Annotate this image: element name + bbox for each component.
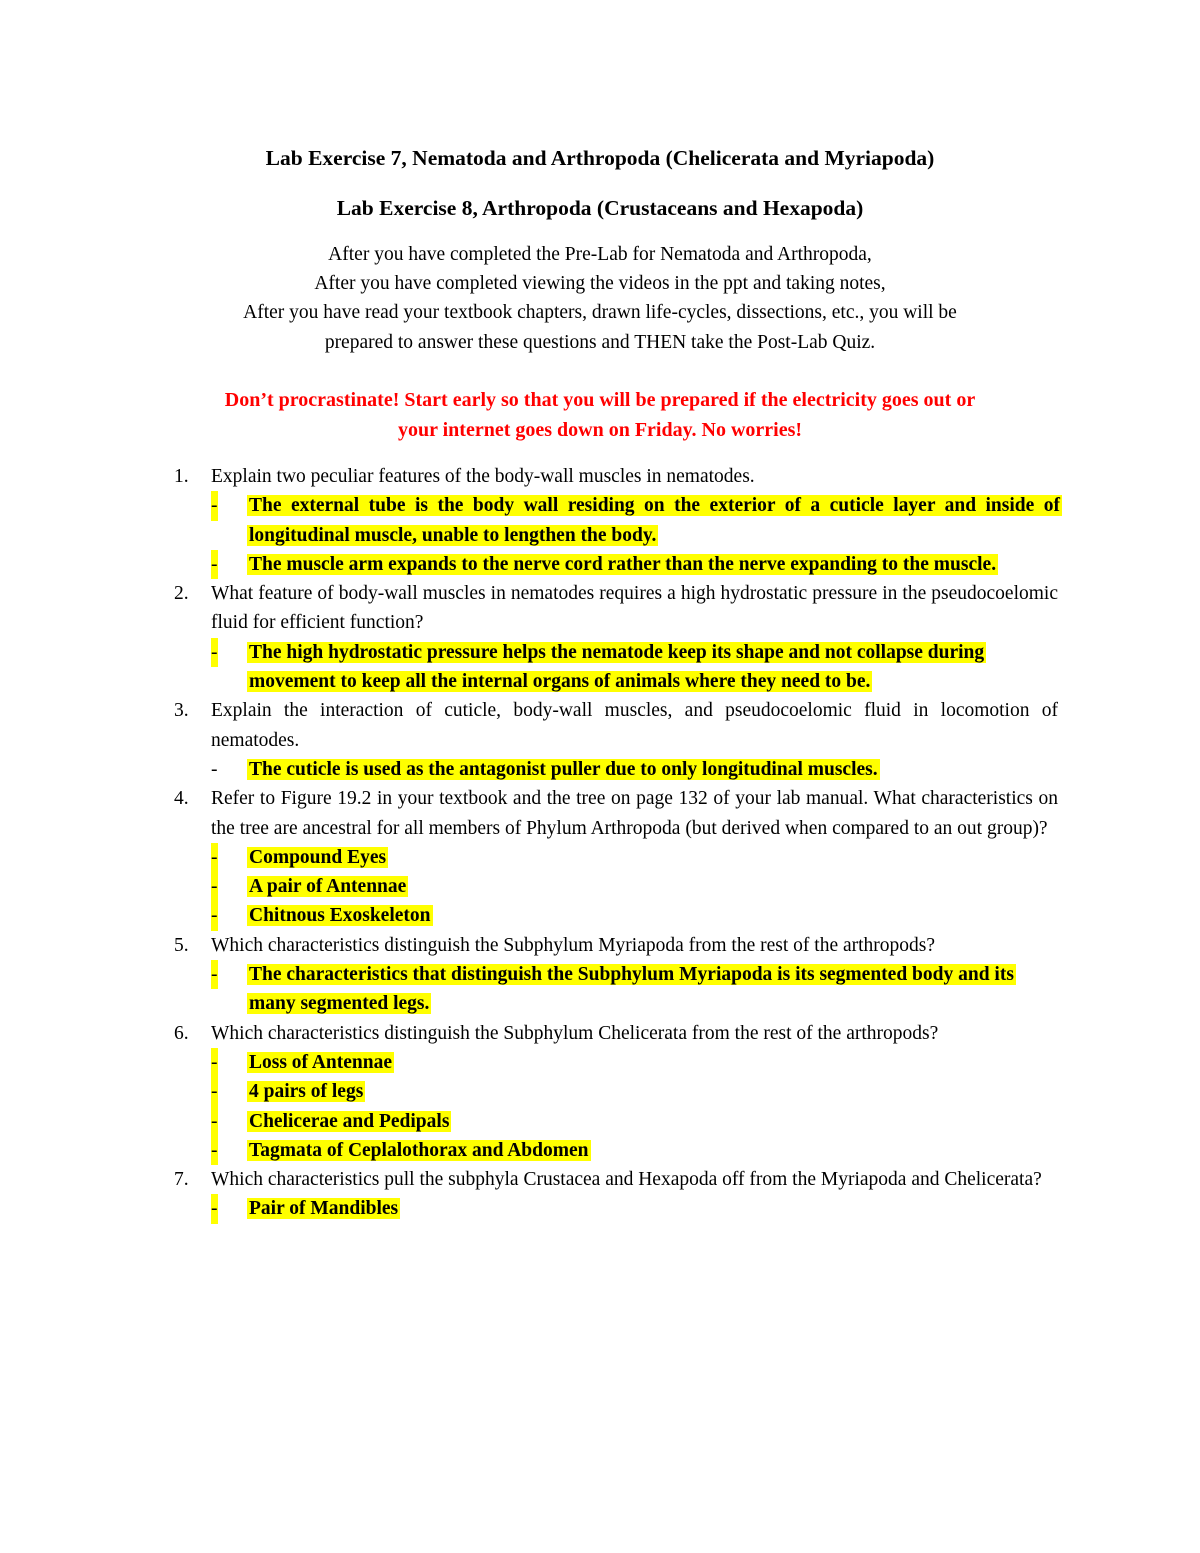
- question-number: 1.: [174, 466, 189, 487]
- answer-text: 4 pairs of legs: [249, 1081, 364, 1103]
- question-2: [0, 579, 1200, 638]
- question-number: 5.: [174, 934, 189, 956]
- answer-text: The characteristics that distinguish the Subphylum Myriapoda is its segmented body and its many segmented legs.: [249, 964, 1014, 1015]
- answer-item: [0, 1136, 1200, 1165]
- answer-bullet: -: [211, 1107, 218, 1136]
- answer-item: [0, 960, 1200, 1019]
- answer-bullet: -: [211, 1048, 218, 1077]
- question-text: Refer to Figure 19.2 in your textbook and the tree on page 132 of your lab manual. What characteristics on the tree are ancestral for all members of Phylum Arthropoda (but derived when compared to an out group)?: [211, 788, 1058, 839]
- question-text: Which characteristics distinguish the Subphylum Chelicerata from the rest of the arthropods?: [211, 1022, 939, 1044]
- question-4: [0, 784, 1200, 843]
- answer-item: [0, 1077, 1200, 1106]
- warning-line: your internet goes down on Friday. No worries!: [397, 418, 803, 441]
- question-3: [0, 696, 1200, 755]
- answer-text: Chelicerae and Pedipals: [249, 1110, 450, 1132]
- answer-item: [0, 901, 1200, 930]
- question-number: 2.: [174, 583, 189, 605]
- question-6: [0, 1019, 1200, 1048]
- question-text: Which characteristics distinguish the Subphylum Myriapoda from the rest of the arthropods?: [211, 934, 936, 956]
- answer-text: The muscle arm expands to the nerve cord rather than the nerve expanding to the muscle.: [249, 553, 997, 575]
- answer-bullet: -: [211, 491, 218, 520]
- question-list: [0, 462, 1200, 1224]
- answer-item: [0, 755, 1200, 784]
- answer-text: Pair of Mandibles: [249, 1198, 399, 1220]
- answer-text: Chitnous Exoskeleton: [249, 905, 431, 927]
- intro-line: After you have completed the Pre-Lab for Nematoda and Arthropoda,: [328, 244, 872, 265]
- answer-item: [0, 638, 1200, 697]
- answer-bullet: -: [211, 872, 218, 901]
- question-text: Explain two peculiar features of the body-wall muscles in nematodes.: [211, 466, 755, 487]
- answer-text: Compound Eyes: [249, 846, 387, 868]
- answer-bullet: -: [211, 843, 218, 872]
- question-7: [0, 1165, 1200, 1194]
- question-number: 6.: [174, 1022, 189, 1044]
- question-number: 3.: [174, 700, 189, 722]
- title-lab-exercise-8: Lab Exercise 8, Arthropoda (Crustaceans and Hexapoda): [336, 196, 864, 220]
- question-5: [0, 931, 1200, 960]
- question-text: What feature of body-wall muscles in nematodes requires a high hydrostatic pressure in the pseudocoelomic fluid for efficient function?: [211, 583, 1058, 634]
- warning-line: Don’t procrastinate! Start early so that you will be prepared if the electricity goes out or: [224, 389, 976, 411]
- intro-paragraph: [0, 240, 1200, 357]
- answer-item: [0, 491, 1200, 550]
- question-text: Which characteristics pull the subphyla Crustacea and Hexapoda off from the Myriapoda and Chelicerata?: [211, 1169, 1042, 1191]
- intro-line: After you have completed viewing the videos in the ppt and taking notes,: [314, 273, 886, 295]
- answer-text: Tagmata of Ceplalothorax and Abdomen: [249, 1139, 589, 1161]
- answer-text: Loss of Antennae: [249, 1051, 393, 1073]
- procrastination-warning: [0, 386, 1200, 445]
- answer-text: The high hydrostatic pressure helps the nematode keep its shape and not collapse during movement to keep all the internal organs of animals where they need to be.: [249, 641, 985, 693]
- question-number: 7.: [174, 1169, 189, 1191]
- answer-item: [0, 1194, 1200, 1223]
- answer-item: [0, 872, 1200, 901]
- answer-item: [0, 550, 1200, 579]
- answer-item: [0, 843, 1200, 872]
- question-1: [0, 462, 1200, 491]
- answer-bullet: -: [211, 1136, 218, 1165]
- answer-bullet: -: [211, 1194, 218, 1223]
- answer-bullet: -: [211, 758, 218, 780]
- answer-bullet: -: [211, 550, 218, 579]
- question-text: Explain the interaction of cuticle, body-wall muscles, and pseudocoelomic fluid in locomotion of nematodes.: [211, 700, 1058, 751]
- answer-bullet: -: [211, 638, 218, 667]
- question-number: 4.: [174, 788, 189, 810]
- intro-line: After you have read your textbook chapters, drawn life-cycles, dissections, etc., you will be: [243, 302, 957, 324]
- answer-item: [0, 1107, 1200, 1136]
- answer-text: The external tube is the body wall residing on the exterior of a cuticle layer and inside of longitudinal muscle, unable to lengthen the body.: [249, 495, 1060, 546]
- title-lab-exercise-7: Lab Exercise 7, Nematoda and Arthropoda (Chelicerata and Myriapoda): [265, 146, 935, 170]
- answer-bullet: -: [211, 901, 218, 930]
- answer-text: A pair of Antennae: [249, 876, 407, 898]
- intro-line: prepared to answer these questions and THEN take the Post-Lab Quiz.: [324, 331, 876, 353]
- answer-item: [0, 1048, 1200, 1077]
- answer-bullet: -: [211, 1077, 218, 1106]
- answer-bullet: -: [211, 960, 218, 989]
- answer-text: The cuticle is used as the antagonist puller due to only longitudinal muscles.: [249, 758, 878, 780]
